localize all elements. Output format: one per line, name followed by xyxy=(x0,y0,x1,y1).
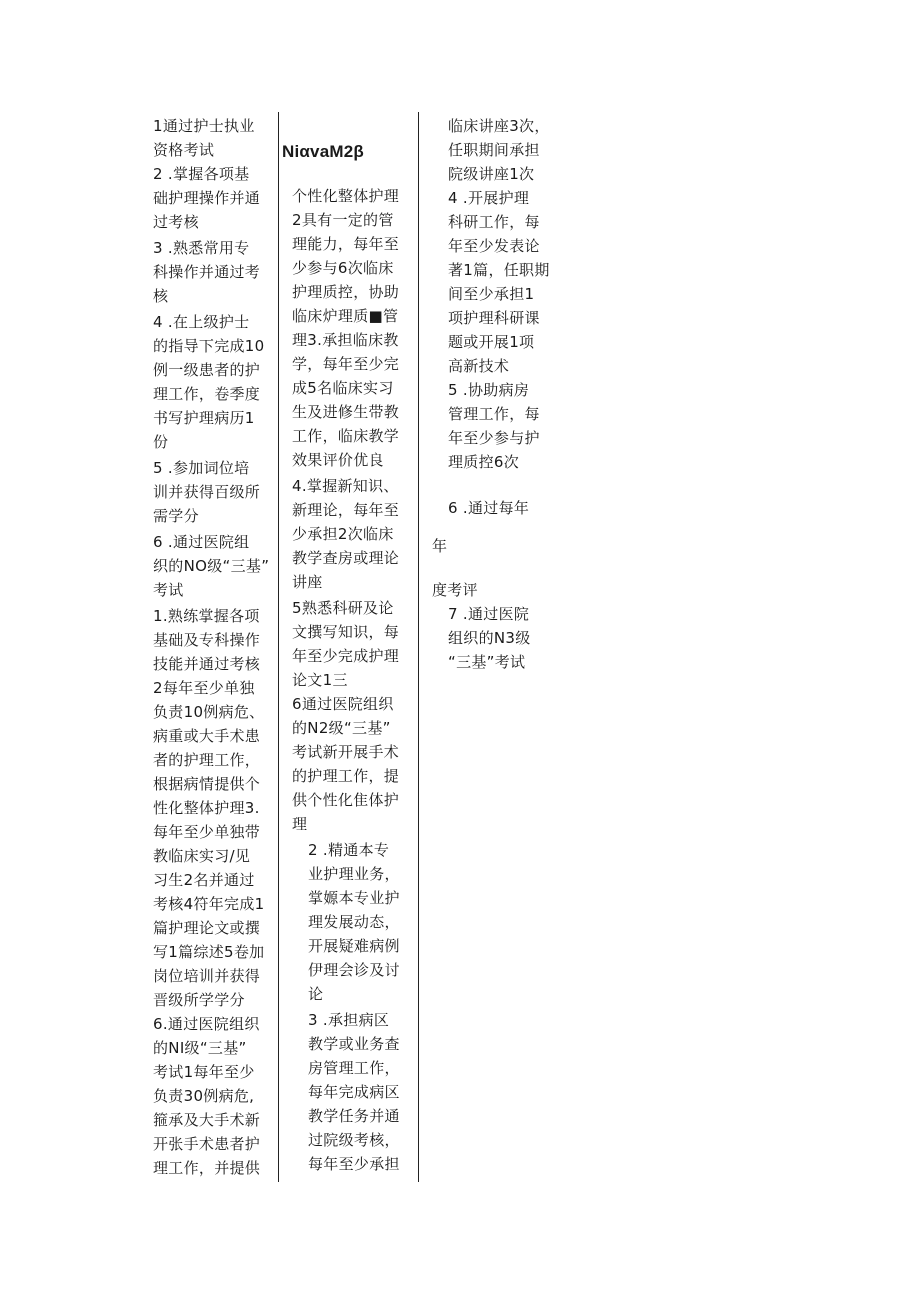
text-line: 1通过护士执业 xyxy=(153,117,255,135)
text-line: 例一级患者的护 xyxy=(153,361,261,379)
text-line: 岗位培训并获得 xyxy=(153,967,261,985)
text-line: 临床炉理质■管 xyxy=(292,307,399,325)
text-line: 写1篇综述5卷加 xyxy=(153,943,265,961)
text-line: 理质控6次 xyxy=(448,453,520,471)
text-line: 科操作并通过考 xyxy=(153,263,261,281)
text-line: 生及进修生带教 xyxy=(292,403,400,421)
text-line: 房管理工作， xyxy=(308,1059,400,1077)
text-line: 教学或业务查 xyxy=(308,1035,400,1053)
text-line: 的N2级“三基” xyxy=(292,719,391,737)
text-line: 晋级所学学分 xyxy=(153,991,245,1009)
text-line: 6.通过医院组织 xyxy=(153,1015,260,1033)
text-line: 每年完成病区 xyxy=(308,1083,400,1101)
text-line: 的护理工作，提 xyxy=(292,767,400,785)
text-line: 理发展动态， xyxy=(308,913,400,931)
text-line: 高新技术 xyxy=(448,357,510,375)
text-line: 理3.承担临床教 xyxy=(292,331,399,349)
text-line: 性化整体护理3. xyxy=(153,799,260,817)
text-line: 技能并通过考核 xyxy=(153,655,261,673)
text-line: 院级讲座1次 xyxy=(448,165,535,183)
text-line: 负责10例病危、 xyxy=(153,703,265,721)
text-line: 度考评 xyxy=(432,581,478,599)
text-line: 训并获得百级所 xyxy=(153,483,261,501)
text-line: 2具有一定的管 xyxy=(292,211,394,229)
text-line: 开张手术患者护 xyxy=(153,1135,261,1153)
text-line: 4.掌握新知识、 xyxy=(292,477,399,495)
text-line: 掌嫄本专业护 xyxy=(308,889,400,907)
text-line: 2 .精通本专 xyxy=(308,841,390,859)
text-line: 者的护理工作， xyxy=(153,751,261,769)
text-line: 病重或大手术患 xyxy=(153,727,261,745)
text-line: 篇护理论文或撰 xyxy=(153,919,261,937)
text-line: 著1篇，任职期 xyxy=(448,261,550,279)
text-line: 2每年至少单独 xyxy=(153,679,255,697)
text-line: 间至少承担1 xyxy=(448,285,535,303)
column-heading: NiαvaM2β xyxy=(282,142,364,161)
text-line: 论文1三 xyxy=(292,671,348,689)
text-line: 核 xyxy=(153,287,169,305)
text-line: 理 xyxy=(292,815,308,833)
text-line: 5熟悉科研及论 xyxy=(292,599,394,617)
text-line: 成5名临床实习 xyxy=(292,379,394,397)
text-line: 讲座 xyxy=(292,573,323,591)
text-line: 资格考试 xyxy=(153,141,215,159)
text-line: 护理质控，协助 xyxy=(292,283,400,301)
text-line: 5 .参加词位培 xyxy=(153,459,250,477)
text-line: 少参与6次临床 xyxy=(292,259,394,277)
text-line: 6 .通过医院组 xyxy=(153,533,250,551)
text-line: 根据病情提供个 xyxy=(153,775,261,793)
text-line: 项护理科研课 xyxy=(448,309,540,327)
text-line: 个性化整体护理 xyxy=(292,187,400,205)
text-line: 业护理业务， xyxy=(308,865,400,883)
text-line: 7 .通过医院 xyxy=(448,605,530,623)
text-line: 开展疑难病例 xyxy=(308,937,400,955)
text-line: 年至少参与护 xyxy=(448,429,540,447)
text-line: 书写护理病历1 xyxy=(153,409,255,427)
text-line: 教学任务并通 xyxy=(308,1107,400,1125)
text-line: 基础及专科操作 xyxy=(153,631,261,649)
text-line: 织的NO级“三基” xyxy=(153,557,270,575)
text-line: 础护理操作并通 xyxy=(153,189,261,207)
text-line: 少承担2次临床 xyxy=(292,525,394,543)
text-line: 4 .在上级护士 xyxy=(153,313,250,331)
text-line: 考试新开展手术 xyxy=(292,743,400,761)
text-line: 工作，临床教学 xyxy=(292,427,400,445)
text-line: 教学查房或理论 xyxy=(292,549,400,567)
text-line: 论 xyxy=(308,985,324,1003)
text-line: 理工作，卷季度 xyxy=(153,385,261,403)
text-line: 3 .承担病区 xyxy=(308,1011,390,1029)
text-line: 年至少完成护理 xyxy=(292,647,400,665)
column-divider-2 xyxy=(418,112,419,1182)
text-line: 负责30例病危, xyxy=(153,1087,255,1105)
text-line: 箍承及大手术新 xyxy=(153,1111,261,1129)
column-divider-1 xyxy=(278,112,279,1182)
text-line: 任职期间承担 xyxy=(448,141,540,159)
text-line: 3 .熟悉常用专 xyxy=(153,239,250,257)
text-line: 年 xyxy=(432,537,448,555)
text-line: 6 .通过每年 xyxy=(448,499,530,517)
text-line: 供个性化隹体护 xyxy=(292,791,400,809)
text-line: 过考核 xyxy=(153,213,199,231)
text-line: 理工作，并提供 xyxy=(153,1159,261,1177)
text-line: “三基”考试 xyxy=(448,653,526,671)
text-line: 管理工作，每 xyxy=(448,405,540,423)
text-line: 5 .协助病房 xyxy=(448,381,530,399)
text-line: 组织的N3级 xyxy=(448,629,531,647)
text-line: 份 xyxy=(153,433,169,451)
text-line: 伊理会诊及讨 xyxy=(308,961,400,979)
text-line: 科研工作，每 xyxy=(448,213,540,231)
text-line: 2 .掌握各项基 xyxy=(153,165,250,183)
text-line: 需学分 xyxy=(153,507,199,525)
text-line: 1.熟练掌握各项 xyxy=(153,607,260,625)
text-line: 过院级考核， xyxy=(308,1131,400,1149)
text-line: 文撰写知识，每 xyxy=(292,623,400,641)
text-line: 考试 xyxy=(153,581,184,599)
text-line: 教临床实习/见 xyxy=(153,847,251,865)
text-line: 题或开展1项 xyxy=(448,333,535,351)
text-line: 新理论，每年至 xyxy=(292,501,400,519)
text-line: 每年至少单独带 xyxy=(153,823,261,841)
text-line: 的指导下完成10 xyxy=(153,337,265,355)
text-line: 4 .开展护理 xyxy=(448,189,530,207)
text-line: 6通过医院组织 xyxy=(292,695,394,713)
text-line: 理能力，每年至 xyxy=(292,235,400,253)
text-line: 考核4符年完成1 xyxy=(153,895,265,913)
text-line: 临床讲座3次， xyxy=(448,117,550,135)
text-line: 习生2名并通过 xyxy=(153,871,255,889)
text-line: 的NI级“三基” xyxy=(153,1039,247,1057)
text-line: 效果评价优良 xyxy=(292,451,384,469)
text-line: 考试1每年至少 xyxy=(153,1063,255,1081)
text-line: 每年至少承担 xyxy=(308,1155,400,1173)
text-line: 学，每年至少完 xyxy=(292,355,400,373)
text-line: 年至少发表论 xyxy=(448,237,540,255)
